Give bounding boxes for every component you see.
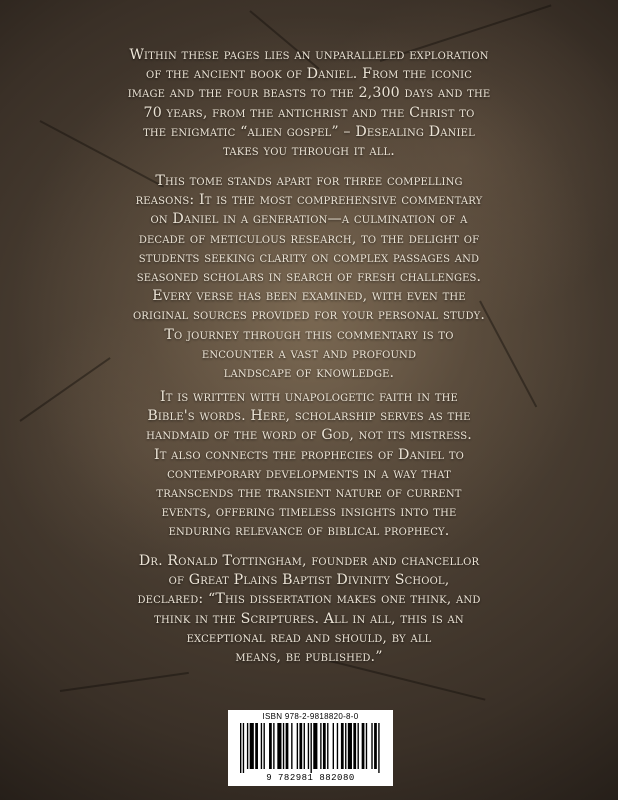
- blurb-line: Every verse has been examined, with even the: [152, 288, 466, 305]
- blurb-line: To journey through this commentary is to: [164, 326, 454, 343]
- blurb-line: means, be published.”: [235, 649, 383, 666]
- blurb-line: of Great Plains Baptist Divinity School,: [168, 572, 450, 589]
- barcode-bar: [286, 723, 289, 769]
- blurb-line: transcends the transient nature of current: [156, 485, 462, 502]
- barcode-bar: [243, 723, 244, 773]
- barcode-bar: [366, 723, 367, 769]
- blurb-line: students seeking clarity on complex passages and: [138, 249, 480, 266]
- barcode-bar: [308, 723, 309, 769]
- barcode-bar: [273, 723, 274, 769]
- barcode-bar: [255, 723, 258, 769]
- blurb-line: landscape of knowledge.: [223, 365, 395, 382]
- ean-digits: 9 782981 882080: [266, 773, 355, 783]
- barcode-bar: [327, 723, 328, 769]
- isbn-label: ISBN 978-2-9818820-8-0: [262, 712, 359, 721]
- endorsement-paragraph: [40, 552, 578, 667]
- barcode-bar: [313, 723, 317, 769]
- stone-crack: [60, 672, 189, 692]
- blurb-line: image and the four beasts to the 2,300 days and the: [127, 85, 491, 102]
- barcode-bar: [362, 723, 365, 769]
- barcode-bar: [348, 723, 352, 769]
- blurb-line: events, offering timeless insights into the: [161, 504, 457, 521]
- blurb-paragraph-2: [40, 172, 578, 383]
- blurb-line: It is written with unapologetic faith in the: [160, 389, 458, 405]
- blurb-line: Within these pages lies an unparalleled exploration: [129, 47, 489, 63]
- barcode-bar: [358, 723, 359, 769]
- blurb-line: the enigmatic “alien gospel” – Desealing Daniel: [143, 123, 475, 140]
- isbn-barcode: [228, 710, 393, 786]
- barcode-bar: [297, 723, 298, 769]
- barcode-bar: [345, 723, 346, 769]
- blurb-line: takes you through it all.: [223, 143, 395, 160]
- blurb-line: original sources provided for your personal study.: [132, 307, 486, 324]
- barcode-bar: [304, 723, 305, 769]
- barcode-bar: [277, 723, 281, 769]
- blurb-line: exceptional read and should, by all: [186, 629, 432, 646]
- barcode-bar: [250, 723, 254, 769]
- blurb-line: seasoned scholars in search of fresh challenges.: [136, 269, 482, 286]
- blurb-line: contemporary developments in a way that: [167, 465, 451, 482]
- blurb-line: decade of meticulous research, to the delight of: [138, 230, 480, 247]
- blurb-line: reasons: It is the most comprehensive commentary: [135, 192, 483, 209]
- blurb-paragraph-3: [40, 388, 578, 542]
- blurb-paragraph-1: [40, 46, 578, 161]
- blurb-line: handmaid of the word of God, not its mistress.: [146, 427, 472, 444]
- blurb-line: Dr. Ronald Tottingham, founder and chancellor: [138, 553, 480, 569]
- blurb-line: It also connects the prophecies of Daniel to: [153, 446, 465, 463]
- blurb-line: think in the Scriptures. All in all, this is an: [154, 610, 464, 627]
- barcode-bar: [299, 723, 302, 769]
- barcode-bar: [378, 723, 379, 773]
- barcode-bar: [269, 723, 272, 769]
- barcode-bar: [261, 723, 262, 769]
- blurb-line: enduring relevance of biblical prophecy.: [168, 523, 450, 540]
- blurb-line: 70 years, from the antichrist and the Christ to: [143, 104, 475, 121]
- barcode-bar: [333, 723, 334, 769]
- barcode-bar: [264, 723, 265, 769]
- barcode-bar: [371, 723, 372, 769]
- barcode-bar: [323, 723, 326, 769]
- barcode-bar: [374, 723, 377, 769]
- blurb-line: This tome stands apart for three compelling: [155, 173, 463, 189]
- blurb-line: of the ancient book of Daniel. From the iconic: [145, 66, 473, 83]
- barcode-bar: [311, 723, 312, 773]
- blurb-line: declared: “This dissertation makes one think, and: [137, 591, 481, 608]
- barcode-bar: [320, 723, 321, 769]
- blurb-line: on Daniel in a generation—a culmination of a: [150, 211, 468, 228]
- blurb-line: encounter a vast and profound: [201, 345, 417, 362]
- barcode-bar: [247, 723, 248, 769]
- barcode-bar: [283, 723, 284, 769]
- barcode-graphic: [240, 723, 381, 773]
- barcode-bar: [291, 723, 292, 769]
- barcode-bars: [240, 723, 381, 773]
- barcode-bar: [341, 723, 344, 769]
- barcode-bar: [337, 723, 338, 769]
- barcode-bar: [240, 723, 241, 773]
- barcode-bar: [353, 723, 356, 769]
- blurb-line: Bible's words. Here, scholarship serves as the: [147, 408, 471, 425]
